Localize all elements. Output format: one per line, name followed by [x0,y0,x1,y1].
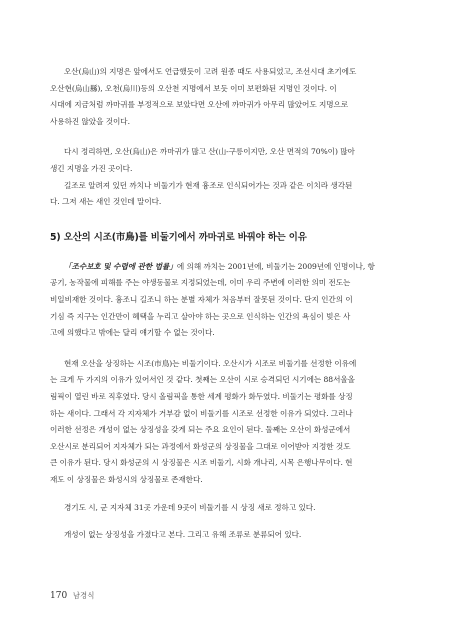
text-line: 공기, 농작물에 피해를 주는 야생동물로 지정되었는데, 이미 우리 주변에 이러한 의미 전도는 [50,278,351,288]
text-line: 오산(烏山)의 지명은 앞에서도 언급했듯이 고려 원종 때도 사용되었고, 조선시대 초기에도 [64,67,357,76]
text-line: 길조로 알려져 있던 까치나 비둘기가 현재 흉조로 인식되어가는 것과 같은 이치라 생각된 [64,180,353,190]
document-body [50,64,432,544]
text-line: 고에 의했다고 밖에는 달리 얘기할 수 없는 것이다. [50,328,215,338]
text-line: 현재 오산을 상징하는 시조(市鳥)는 비둘기이다. 오산시가 시조로 비둘기를 선정한 이유에 [64,358,357,368]
paragraph-city-bird-reasons [50,356,432,489]
text-line: 시대에 지금처럼 까마귀를 부정적으로 보았다면 오산에 까마귀가 아무리 많았어도 지명으로 [50,100,349,110]
paragraph-summary [50,144,432,177]
page-footer [50,590,94,601]
paragraph-place-name-origin [50,64,432,130]
paragraph-conclusion [50,527,432,544]
footer-section-name: 남경식 [72,591,95,600]
text-line: 비일비재한 것이다. 흉조니 길조니 하는 분별 자체가 처음부터 잘못된 것이다. 단지 인간의 이 [50,294,353,304]
text-line: 오산현(烏山縣), 오천(烏川)등의 오산천 지명에서 보듯 이미 보편화된 지명인 것이다. 이 [50,83,337,93]
text-line: 림픽이 열린 바로 직후였다. 당시 올림픽을 통한 세계 평화가 화두였다. 비둘기는 평화를 상징 [50,391,353,401]
text-line: 다시 정리하면, 오산(烏山)은 까마귀가 많고 산(山-구릉이지만, 오산 면적의 70%이) 많아 [64,147,355,157]
text-line: 개성이 없는 상징성을 가졌다고 본다. 그리고 유해 조류로 분류되어 있다. [64,530,302,540]
text-line: 경기도 시, 군 지자체 31곳 가운데 9곳이 비둘기를 시 상징 새로 정하고 있다. [64,503,316,513]
paragraph-gyeonggi-count [50,500,432,517]
text-fragment: 에 의해 까치는 2001년에, 비둘기는 2009년에 인명이나, 항 [176,261,375,271]
text-line: 이러한 선정은 개성이 없는 상징성을 갖게 되는 주요 요인이 된다. 둘째는 오산이 화성군에서 [50,425,351,435]
text-line: 사용하진 않았을 것이다. [50,116,130,126]
text-line: 기심 즉 지구는 인간만이 혜택을 누리고 살아야 하는 곳으로 인식하는 인간의 욕심이 빚은 사 [50,311,351,321]
text-line: 오산시로 분리되어 지자체가 되는 과정에서 화성군의 상징물을 그대로 이어받아 지정한 것도 [50,441,351,451]
page-number: 170 [50,591,68,601]
paragraph-wildlife-law [50,259,432,342]
law-title: 「조수보호 및 수렵에 관한 법률」 [64,261,177,271]
text-line [50,259,432,276]
section-heading: 5) 오산의 시조(市鳥)를 비둘기에서 까마귀로 바꿔야 하는 이유 [50,231,307,243]
paragraph-magpie-pigeon [50,178,432,211]
text-line: 하는 새이다. 그래서 각 지자체가 거부감 없이 비둘기를 시조로 선정한 이유가 되었다. 그러나 [50,408,353,418]
text-line: 재도 이 상징물은 화성시의 상징물로 존재한다. [50,474,203,484]
text-line: 큰 이유가 된다. 당시 화성군의 시 상징물은 시조 비둘기, 시화 개나리, 시목 은행나무이다. 현 [50,458,353,468]
text-line: 는 크게 두 가지의 이유가 있어서인 것 같다. 첫째는 오산이 시로 승격되던 시기에는 88서울올 [50,375,355,385]
text-line: 다. 그저 새는 새인 것인데 말이다. [50,197,162,207]
text-line: 생긴 지명을 가진 곳이다. [50,163,133,173]
